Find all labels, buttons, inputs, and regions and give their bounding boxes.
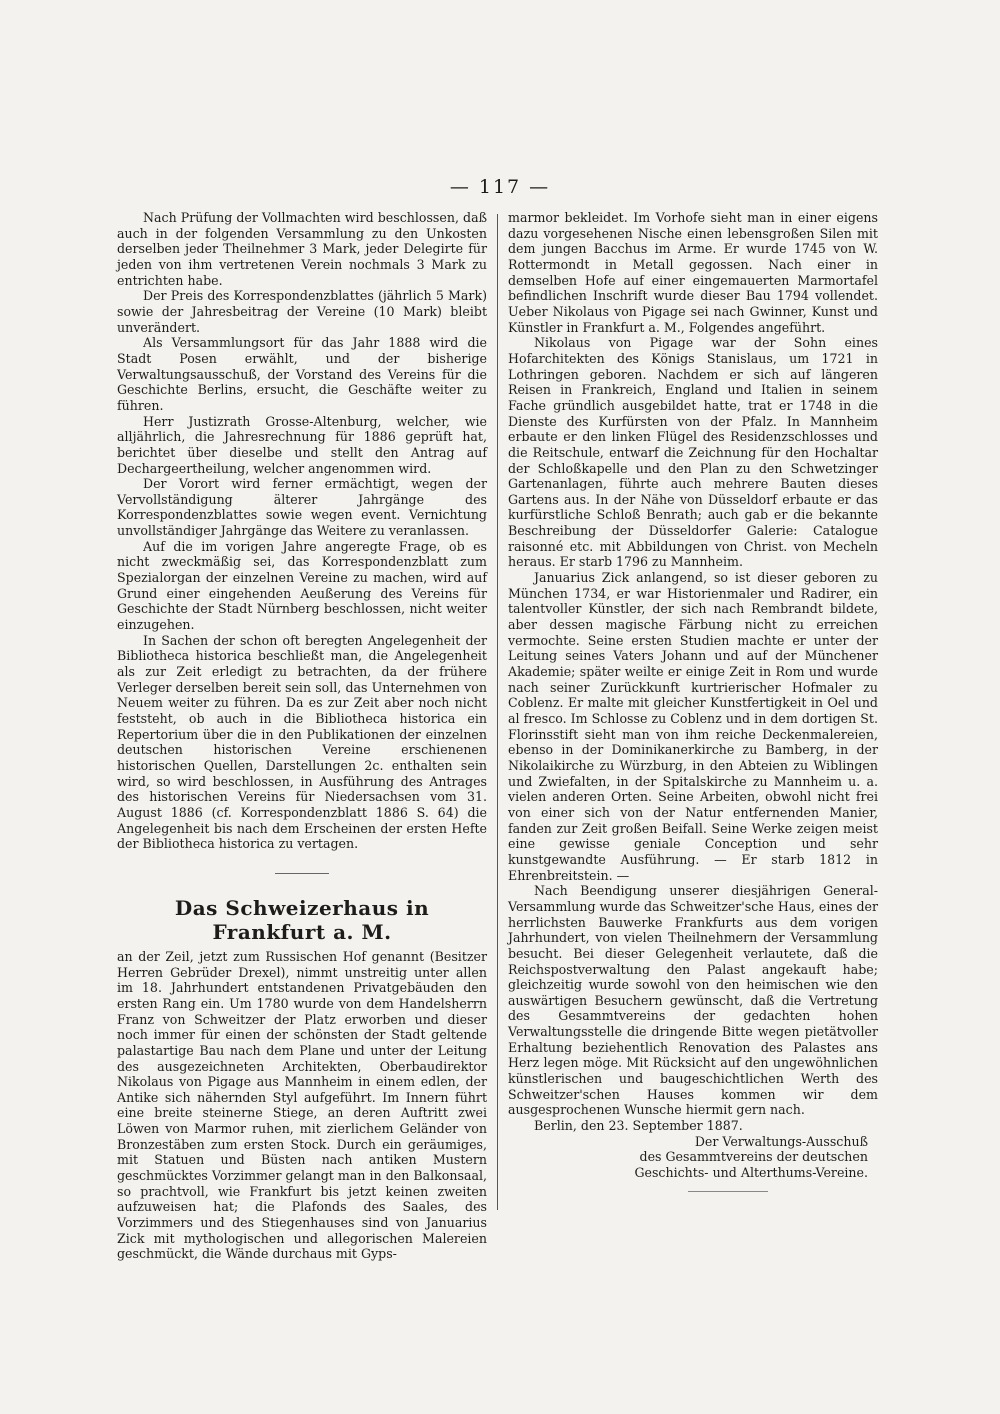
right-column — [508, 210, 878, 1192]
paragraph-volume-completion: Der Vorort wird ferner ermächtigt, wegen der Vervollständigung älterer Jahrgänge des Korrespondenzblattes sowie wegen event. Vernichtung unvollständiger Jahrgänge das Weitere zu veranlassen. — [117, 476, 487, 539]
paragraph-bibliotheca-historica: In Sachen der schon oft beregten Angelegenheit der Bibliotheca historica beschließt man, die Angelegenheit als zur Zeit erledigt zu betrachten, da der frühere Verleger derselben bereit sein soll, das Unternehmen von Neuem weiter zu führen. Da es zur Zeit aber noch nicht feststeht, ob auch in die Bibliotheca historica ein Repertorium über die in den Publikationen der einzelnen deutschen historischen Vereine erschienenen historischen Quellen, Darstellungen 2c. enthalten sein wird, so wird beschlossen, in Ausführung des Antrages des historischen Vereins für Niedersachsen vom 31. August 1886 (cf. Korrespondenzblatt 1886 S. 64) die Angelegenheit bis nach dem Erscheinen der ersten Hefte der Bibliotheca historica zu vertagen. — [117, 632, 487, 852]
section-divider — [275, 873, 329, 874]
paragraph-proxy-fees: Nach Prüfung der Vollmachten wird beschlossen, daß auch in der folgenden Versammlung zu den Unkosten derselben jeder Theilnehmer 3 Mark, jeder Delegirte für jeden von ihm vertretenen Verein nochmals 3 Mark zu entrichten habe. — [117, 210, 487, 288]
signature-line-3: Geschichts- und Alterthums-Vereine. — [634, 1165, 868, 1181]
dateline: Berlin, den 23. September 1887. — [534, 1118, 743, 1134]
paragraph-annual-accounts: Herr Justizrath Grosse-Altenburg, welcher, wie alljährlich, die Jahresrechnung für 1886 geprüft hat, berichtet über dieselbe und stellt den Antrag auf Dechargeertheilung, welcher angenommen wird. — [117, 413, 487, 476]
paragraph-pigage-biography: Nikolaus von Pigage war der Sohn eines Hofarchitekten des Königs Stanislaus, um 1721 in Lothringen geboren. Nachdem er sich auf längeren Reisen in Frankreich, England und Italien in seinem Fache gründlich ausgebildet hatte, trat er 1748 in die Dienste des Kurfürsten von der Pfalz. In Mannheim erbaute er den linken Flügel des Residenzschlosses und die Reitschule, entwarf die Zeichnung für den Hochaltar der Schloßkapelle und den Plan zu den Schwetzinger Gartenanlagen, führte auch mehrere Bauten dieses Gartens aus. In der Nähe von Düsseldorf erbaute er das kurfürstliche Schloß Benrath; auch gab er die bekannte Beschreibung der Düsseldorfer Galerie: Catalogue raisonné etc. mit Abbildungen von Christ. von Mecheln heraus. Er starb 1796 zu Mannheim. — [508, 335, 878, 570]
article-heading: Das Schweizerhaus in Frankfurt a. M. — [174, 895, 430, 944]
page-number: — 117 — — [449, 176, 551, 198]
left-column — [117, 210, 487, 1262]
end-rule — [688, 1191, 768, 1192]
paragraph-meeting-location: Als Versammlungsort für das Jahr 1888 wird die Stadt Posen erwählt, und der bisherige Verwaltungsausschuß, der Vorstand des Vereins für die Geschichte Berlins, ersucht, die Geschäfte weiter zu führen. — [117, 335, 487, 413]
paragraph-special-organ: Auf die im vorigen Jahre angeregte Frage, ob es nicht zweckmäßig sei, das Korrespondenzblatt zum Spezialorgan der einzelnen Vereine zu machen, wird auf Grund einer eingehenden Aeußerung des Vereins für Geschichte der Stadt Nürnberg beschlossen, nicht weiter einzugehen. — [117, 538, 487, 633]
paragraph-schweizerhaus-description: an der Zeil, jetzt zum Russischen Hof genannt (Besitzer Herren Gebrüder Drexel), nimmt unstreitig unter allen im 18. Jahrhundert entstandenen Privatgebäuden den ersten Rang ein. Um 1780 wurde von dem Handelsherrn Franz von Schweitzer der Platz erworben und dieser noch immer für einen der schönsten der Stadt geltende palastartige Bau nach dem Plane und unter der Leitung des ausgezeichneten Architekten, Oberbaudirektor Nikolaus von Pigage aus Mannheim in einem edlen, der Antike sich nähernden Styl aufgeführt. Im Innern führt eine breite steinerne Stiege, an deren Auftritt zwei Löwen von Marmor ruhen, mit zierlichem Geländer von Bronzestäben zum ersten Stock. Durch ein geräumiges, mit Statuen und Büsten nach antiken Mustern geschmücktes Vorzimmer gelangt man in den Balkonsaal, so prachtvoll, wie Frankfurt bis jetzt keinen zweiten aufzuweisen hat; die Plafonds des Saales, des Vorzimmers und des Stiegenhauses sind von Januarius Zick mit mythologischen und allegorischen Malereien geschmückt, die Wände durchaus mit Gyps- — [117, 948, 487, 1262]
signature-line-1: Der Verwaltungs-Ausschuß — [694, 1133, 868, 1149]
paragraph-zick-biography: Januarius Zick anlangend, so ist dieser geboren zu München 1734, er war Historienmaler und Radirer, ein talentvoller Künstler, der sich nach Rembrandt bildete, aber dessen magische Färbung nicht zu erreichen vermochte. Seine ersten Studien machte er unter der Leitung seines Vaters Johann und auf der Münchener Akademie; später weilte er einige Zeit in Rom und wurde nach seiner Zurückkunft kurtrierischer Hofmaler zu Coblenz. Er malte mit gleicher Kunstfertigkeit in Oel und al fresco. Im Schlosse zu Coblenz und in dem dortigen St. Florinsstift sieht man von ihm reiche Deckenmalereien, ebenso in der Dominikanerkirche zu Bamberg, in der Nikolaikirche zu Würzburg, in den Abteien zu Wiblingen und Zwiefalten, in der Spitalskirche zu Mannheim u. a. vielen anderen Orten. Seine Arbeiten, obwohl nicht frei von einer sich von der Natur entfernenden Manier, fanden zur Zeit großen Beifall. Seine Werke zeigen meist eine gewisse geniale Conception und sehr kunstgewandte Ausführung. — Er starb 1812 in Ehrenbreitstein. — — [508, 570, 878, 883]
paragraph-marble-cladding: marmor bekleidet. Im Vorhofe sieht man in einer eigens dazu vorgesehenen Nische einen lebensgroßen Silen mit dem jungen Bacchus im Arme. Er wurde 1745 von W. Rottermondt in Metall gegossen. Nach einer in demselben Hofe auf einer eingemauerten Marmortafel befindlichen Inschrift wurde dieser Bau 1794 vollendet. Ueber Nikolaus von Pigage sei nach Gwinner, Kunst und Künstler in Frankfurt a. M., Folgendes angeführt. — [508, 210, 878, 335]
column-divider — [497, 214, 498, 1210]
paragraph-membership-price: Der Preis des Korrespondenzblattes (jährlich 5 Mark) sowie der Jahresbeitrag der Vereine (10 Mark) bleibt unverändert. — [117, 288, 487, 335]
signature-line-2: des Gesammtvereins der deutschen — [639, 1149, 868, 1165]
paragraph-preservation-request: Nach Beendigung unserer diesjährigen General-Versammlung wurde das Schweitzer'sche Haus, eines der herrlichsten Bauwerke Frankfurts aus dem vorigen Jahrhundert, von vielen Theilnehmern der Versammlung besucht. Bei dieser Gelegenheit verlautete, daß die Reichspostverwaltung den Palast angekauft habe; gleichzeitig wurde sowohl von den heimischen wie den auswärtigen Besuchern gewünscht, daß die Vertretung des Gesammtvereins der gedachten hohen Verwaltungsstelle die dringende Bitte wegen pietätvoller Erhaltung beziehentlich Renovation des Palastes ans Herz legen möge. Mit Rücksicht auf den ungewöhnlichen künstlerischen und baugeschichtlichen Werth des Schweitzer'schen Hauses kommen wir dem ausgesprochenen Wunsche hiermit gern nach. — [508, 883, 878, 1118]
